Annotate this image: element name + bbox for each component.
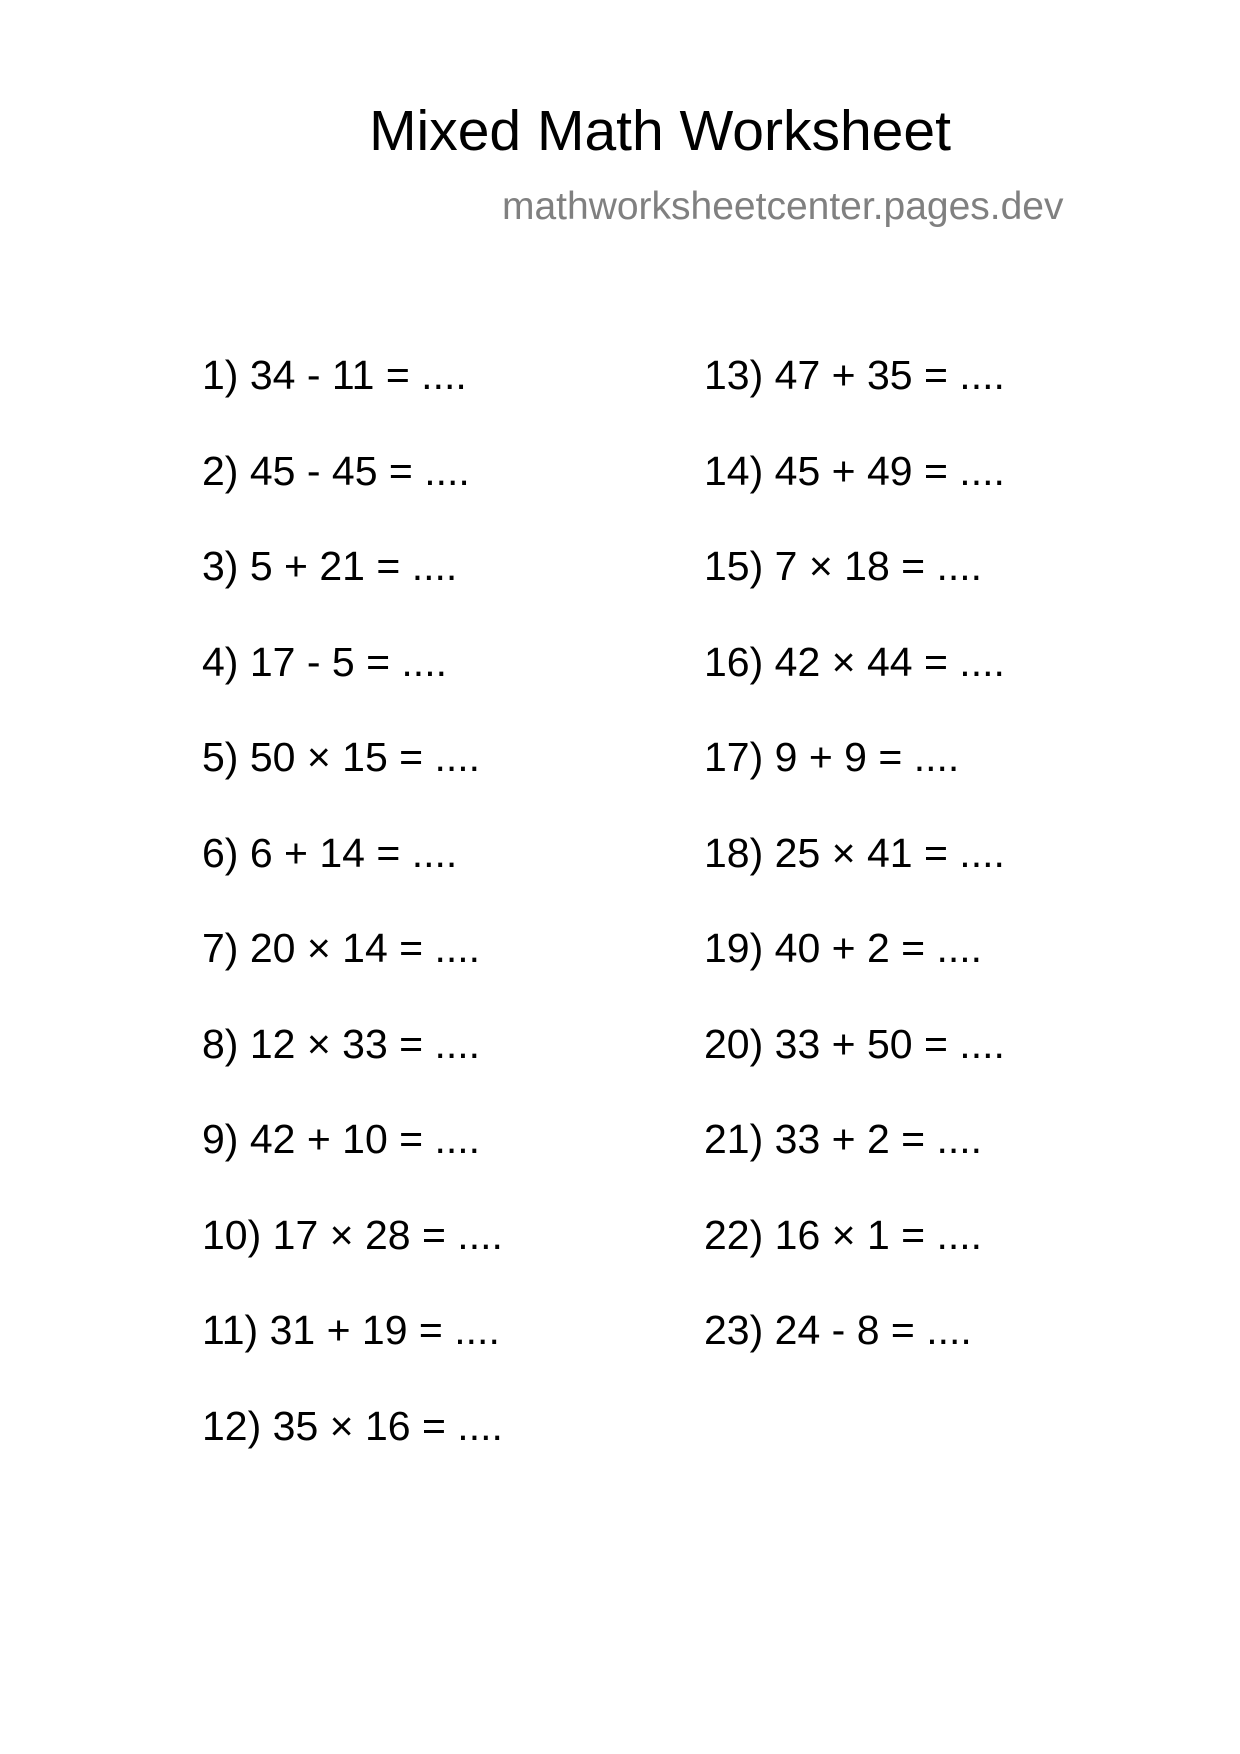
problem: 20) 33 + 50 = .... — [704, 1020, 1005, 1067]
problem: 19) 40 + 2 = .... — [704, 925, 983, 971]
problem: 5) 50 × 15 = .... — [202, 734, 481, 780]
problem: 8) 12 × 33 = .... — [202, 1020, 481, 1067]
problem: 1) 34 - 11 = .... — [202, 352, 467, 398]
problem: 11) 31 + 19 = .... — [202, 1307, 500, 1353]
website-credit: mathworksheetcenter.pages.dev — [502, 185, 1064, 228]
problem: 3) 5 + 21 = .... — [202, 543, 458, 589]
problem: 17) 9 + 9 = .... — [704, 734, 960, 780]
problem: 9) 42 + 10 = .... — [202, 1116, 481, 1162]
problem: 13) 47 + 35 = .... — [704, 352, 1005, 398]
problem: 12) 35 × 16 = .... — [202, 1402, 503, 1449]
problem: 15) 7 × 18 = .... — [704, 543, 983, 589]
problem: 18) 25 × 41 = .... — [704, 829, 1005, 876]
problem: 14) 45 + 49 = .... — [704, 447, 1005, 494]
problem: 6) 6 + 14 = .... — [202, 829, 458, 876]
problem: 23) 24 - 8 = .... — [704, 1307, 972, 1353]
problems-column-left — [202, 350, 503, 1496]
worksheet-title: Mixed Math Worksheet — [369, 99, 951, 163]
problem: 7) 20 × 14 = .... — [202, 925, 481, 971]
problem: 22) 16 × 1 = .... — [704, 1211, 983, 1258]
problem: 21) 33 + 2 = .... — [704, 1116, 983, 1162]
problems-column-right — [704, 350, 1005, 1401]
problem: 10) 17 × 28 = .... — [202, 1211, 503, 1258]
problem: 4) 17 - 5 = .... — [202, 638, 447, 685]
problem: 2) 45 - 45 = .... — [202, 447, 470, 494]
problem: 16) 42 × 44 = .... — [704, 638, 1005, 685]
